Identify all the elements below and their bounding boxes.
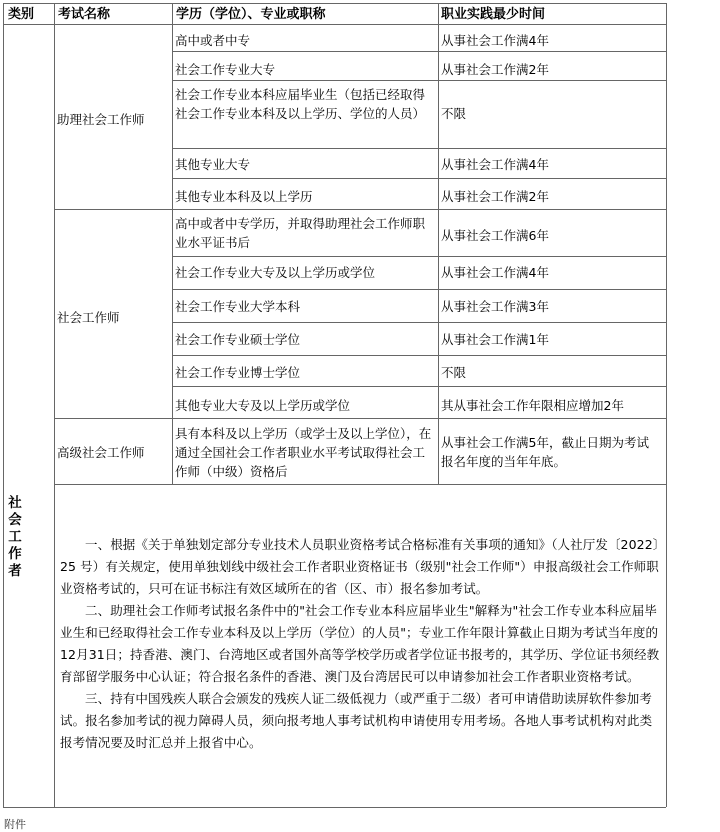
note-paragraph: 二、助理社会工作师考试报名条件中的"社会工作专业本科应届毕业生"解释为"社会工作专业本科应届毕业生和已经取得社会工作专业本科及以上学历（学位）的人员"；专业工作年限计算截止日期为考试当年度的12月31日；持香港、澳门、台湾地区或者国外高等学校学历或者学位证书报考的，其学历、学位证书须经教育部留学服务中心认证；符合报名条件的香港、澳门及台湾居民可以申请参加社会工作者职业资格考试。 [60, 603, 660, 684]
edu-cell: 社会工作专业硕士学位 [175, 332, 301, 347]
grid-line [3, 24, 666, 25]
edu-cell: 社会工作专业大专及以上学历或学位 [175, 265, 376, 280]
time-cell: 从事社会工作满4年 [441, 157, 549, 172]
grid-line [666, 3, 667, 807]
grid-line [3, 3, 666, 4]
grid-line [54, 418, 666, 419]
grid-line [172, 355, 666, 356]
exam-name-social-worker: 社会工作师 [57, 310, 120, 325]
edu-cell: 高中或者中专 [175, 33, 251, 48]
edu-cell: 社会工作专业博士学位 [175, 365, 301, 380]
exam-name-assistant: 助理社会工作师 [57, 112, 145, 127]
grid-line [172, 256, 666, 257]
grid-line [172, 289, 666, 290]
time-cell: 从事社会工作满4年 [441, 265, 549, 280]
grid-line [172, 178, 666, 179]
grid-line [172, 51, 666, 52]
header-category: 类别 [8, 7, 35, 22]
grid-line [172, 80, 666, 81]
note-paragraph: 一、根据《关于单独划定部分专业技术人员职业资格考试合格标准有关事项的通知》（人社厅发〔2022〕25 号）有关规定，使用单独划线中级社会工作者职业资格证书（级别"社会工作师"）申报高级社会工作师职业资格考试的，只可在证书标注有效区域所在的省（区、市）报名参加考试。 [60, 537, 660, 596]
category-label: 社 会 工 作 者 [8, 495, 22, 579]
grid-line [172, 322, 666, 323]
grid-line [172, 386, 666, 387]
edu-cell: 具有本科及以上学历（或学士及以上学位），在通过全国社会工作者职业水平考试取得社会工作师（中级）资格后 [175, 426, 432, 479]
time-cell: 从事社会工作满4年 [441, 33, 549, 48]
exam-name-senior: 高级社会工作师 [57, 445, 145, 460]
header-exam-name: 考试名称 [58, 7, 111, 22]
edu-cell: 其他专业大专及以上学历或学位 [175, 398, 351, 413]
edu-cell: 社会工作专业大学本科 [175, 299, 301, 314]
time-cell: 从事社会工作满1年 [441, 332, 549, 347]
grid-line [54, 484, 666, 485]
edu-cell: 其他专业大专 [175, 157, 251, 172]
time-cell: 从事社会工作满3年 [441, 299, 549, 314]
time-cell: 从事社会工作满2年 [441, 189, 549, 204]
edu-cell: 社会工作专业大专 [175, 62, 276, 77]
header-min-practice-time: 职业实践最少时间 [441, 7, 546, 22]
note-paragraph: 三、持有中国残疾人联合会颁发的残疾人证二级低视力（或严重于二级）者可申请借助读屏软件参加考试。报名参加考试的视力障碍人员，须向报考地人事考试机构申请使用专用考场。各地人事考试机构对此类报考情况要及时汇总并上报省中心。 [60, 691, 653, 750]
edu-cell: 社会工作专业本科应届毕业生（包括已经取得社会工作专业本科及以上学历、学位的人员） [175, 87, 426, 121]
grid-line [3, 807, 666, 808]
time-cell: 不限 [441, 106, 467, 121]
grid-line [54, 209, 666, 210]
time-cell: 不限 [441, 365, 467, 380]
time-cell: 从事社会工作满5年，截止日期为考试报名年度的当年年底。 [441, 435, 649, 469]
time-cell: 其从事社会工作年限相应增加2年 [441, 398, 624, 413]
grid-line [172, 148, 666, 149]
time-cell: 从事社会工作满2年 [441, 62, 549, 77]
header-education: 学历（学位）、专业或职称 [176, 7, 326, 22]
notes-block [60, 534, 660, 754]
grid-line [3, 3, 4, 807]
footer-text: 附件 [4, 818, 26, 831]
time-cell: 从事社会工作满6年 [441, 228, 549, 243]
edu-cell: 其他专业本科及以上学历 [175, 189, 313, 204]
edu-cell: 高中或者中专学历，并取得助理社会工作师职业水平证书后 [175, 216, 426, 250]
